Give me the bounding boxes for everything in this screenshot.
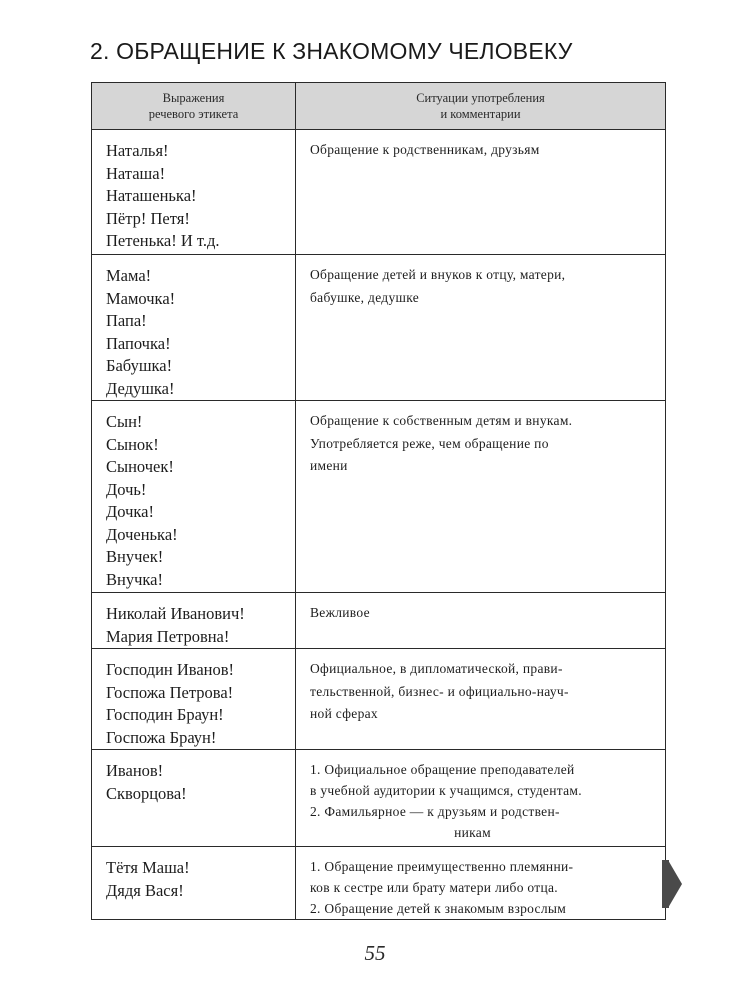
expression: Наталья! [106, 141, 169, 160]
header-situations-line: и комментарии [440, 107, 521, 121]
expression: Внучек! [106, 547, 164, 566]
comment-line: Обращение к родственникам, друзьям [310, 142, 540, 157]
expression: Сын! [106, 412, 143, 431]
expression: Доченька! [106, 524, 178, 544]
expressions-cell [92, 130, 296, 255]
comment-cell [296, 401, 666, 593]
comment-line: Вежливое [310, 605, 370, 620]
comment-cell [296, 130, 666, 255]
comment-line: тельственной, бизнес- и официально-науч- [310, 683, 569, 699]
expressions-cell [92, 255, 296, 401]
comment-line: Употребляется реже, чем обращение по [310, 435, 549, 451]
table-row [92, 255, 666, 401]
expression: Сыночек! [106, 457, 174, 476]
expression: Наташа! [106, 163, 166, 183]
comment-line: Обращение детей и внуков к отцу, матери, [310, 267, 566, 282]
comment-line: 1. Обращение преимущественно племянни- [310, 859, 574, 874]
comment-line: ной сферах [310, 706, 378, 721]
expression: Скворцова! [106, 783, 187, 803]
page-number: 55 [364, 941, 386, 965]
comment-cell [296, 593, 666, 649]
header-expressions [92, 83, 296, 130]
table-header-row [92, 83, 666, 130]
comment-line: бабушке, дедушке [310, 289, 420, 305]
expression: Николай Иванович! [106, 604, 245, 623]
comment-cell [296, 750, 666, 847]
expressions-cell [92, 593, 296, 649]
header-expressions-line: речевого этикета [148, 107, 239, 121]
expression: Тётя Маша! [106, 858, 190, 877]
comment-line: имени [310, 458, 348, 473]
expression: Папа! [106, 311, 147, 330]
expression: Мама! [106, 266, 152, 285]
comment-cell [296, 255, 666, 401]
comment-line: в учебной аудитории к учащимся, студентам. [310, 783, 582, 798]
expression: Господин Иванов! [106, 660, 235, 679]
table-row [92, 593, 666, 649]
comment-line: Официальное, в дипломатической, прави- [310, 661, 563, 676]
table-row [92, 750, 666, 847]
expressions-cell [92, 649, 296, 750]
etiquette-table [91, 82, 666, 920]
header-situations-line: Ситуации употребления [416, 91, 545, 105]
comment-line: 2. Фамильярное — к друзьям и родствен- [310, 804, 560, 819]
expression: Иванов! [106, 761, 164, 780]
page-edge-tab-arrow [668, 860, 682, 908]
table-row [92, 401, 666, 593]
expressions-cell [92, 750, 296, 847]
expression: Господин Браун! [106, 705, 224, 724]
header-expressions-line: Выражения [162, 91, 225, 105]
comment-cell [296, 847, 666, 920]
expression: Пётр! Петя! [106, 208, 190, 228]
comment-line: 1. Официальное обращение преподавателей [310, 762, 575, 777]
expression: Госпожа Петрова! [106, 682, 234, 702]
expression: Госпожа Браун! [106, 727, 217, 747]
expression: Наташенька! [106, 186, 197, 205]
header-situations [296, 83, 666, 130]
expression: Папочка! [106, 333, 171, 353]
table-row [92, 130, 666, 255]
expression: Бабушка! [106, 356, 173, 375]
comment-cell [296, 649, 666, 750]
expression: Дедушка! [106, 378, 175, 398]
comment-line: Обращение к собственным детям и внукам. [310, 413, 573, 428]
expressions-cell [92, 847, 296, 920]
expression: Дочь! [106, 479, 147, 499]
expression: Петенька! И т.д. [106, 231, 220, 250]
section-heading: 2. ОБРАЩЕНИЕ К ЗНАКОМОМУ ЧЕЛОВЕКУ [90, 38, 573, 64]
comment-line: 2. Обращение детей к знакомым взрослым [310, 901, 567, 916]
expression: Дочка! [106, 502, 154, 521]
table-row [92, 847, 666, 920]
expression: Сынок! [106, 434, 159, 454]
comment-line: никам [454, 825, 491, 840]
expression: Мария Петровна! [106, 626, 230, 646]
expressions-cell [92, 401, 296, 593]
expression: Дядя Вася! [106, 880, 184, 900]
expression: Мамочка! [106, 288, 176, 308]
comment-line: ков к сестре или брату матери либо отца. [310, 880, 558, 895]
table-row [92, 649, 666, 750]
expression: Внучка! [106, 569, 163, 589]
